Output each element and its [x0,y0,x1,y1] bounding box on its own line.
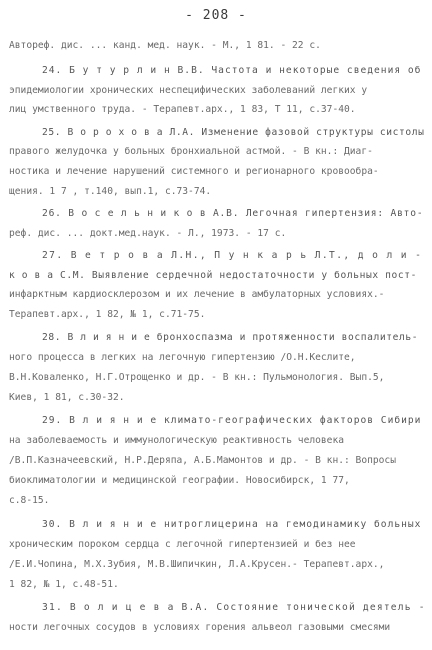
text-line: 1 82, № 1, с.48-51. [9,579,119,590]
text-line: /Е.И.Чопина, М.Х.Зубия, М.В.Шипичкин, Л.А.Крусен.- Терапевт.арх., [9,559,385,570]
text-line: правого желудочка у больных бронхиальной астмой. - В кн.: Диаг- [9,146,373,157]
text-line: Автореф. дис. ... канд. мед. наук. - М., 1 81. - 22 с. [9,40,321,51]
text-line: 28. В л и я н и е бронхоспазма и протяженности воспалитель- [42,332,419,343]
text-line: эпидемиологии хронических неспецифических заболеваний легких у [9,85,368,96]
text-line: к о в а С.М. Выявление сердечной недостаточности у больных пост- [9,270,418,281]
text-line: ности легочных сосудов в условиях горения альвеол газовыми смесями [9,622,391,633]
text-line: 31. В о л и ц е в а В.А. Состояние тонической деятель - [42,602,426,613]
page-number: - 208 - [185,8,247,23]
text-line: с.8-15. [9,495,50,506]
text-line: биоклиматологии и медицинской географии. Новосибирск, 1 77, [9,475,350,486]
text-line: инфарктным кардиосклерозом и их лечение в амбулаторных условиях.- [9,289,385,300]
text-line: 24. Б у т у р л и н В.В. Частота и некоторые сведения об [42,65,422,76]
text-line: Киев, 1 81, с.30-32. [9,392,125,403]
text-line: В.Н.Коваленко, Н.Г.Отрощенко и др. - В кн.: Пульмонология. Вып.5, [9,372,385,383]
text-line: ностика и лечение нарушений системного и регионарного кровообра- [9,166,379,177]
text-line: реф. дис. ... докт.мед.наук. - Л., 1973. - 17 с. [9,228,287,239]
text-line: 29. В л и я н и е климато-географических факторов Сибири [42,415,422,426]
text-line: хроническим пороком сердца с легочной гипертензией и без нее [9,539,356,550]
text-line: на заболеваемость и иммунологическую реактивность человека [9,435,345,446]
text-line: 27. В е т р о в а Л.Н., П у н к а р ь Л.Т., д о л и - [42,250,423,261]
text-line: 26. В о с е л ь н и к о в А.В. Легочная гипертензия: Авто- [42,208,424,219]
text-line: лиц умственного труда. - Терапевт.арх., 1 83, Т 11, с.37-40. [9,104,356,115]
text-line: 25. В о р о х о в а Л.А. Изменение фазовой структуры систолы [42,127,425,138]
text-line: Терапевт.арх., 1 82, № 1, с.71-75. [9,309,206,320]
text-line: щения. 1 7 , т.140, вып.1, с.73-74. [9,186,212,197]
text-line: 30. В л и я н и е нитроглицерина на гемодинамику больных [42,519,422,530]
text-line: /В.П.Казначеевский, Н.Р.Деряпа, А.Б.Мамонтов и др. - В кн.: Вопросы [9,455,396,466]
text-line: ного процесса в легких на легочную гипертензию /О.Н.Кеслите, [9,352,356,363]
